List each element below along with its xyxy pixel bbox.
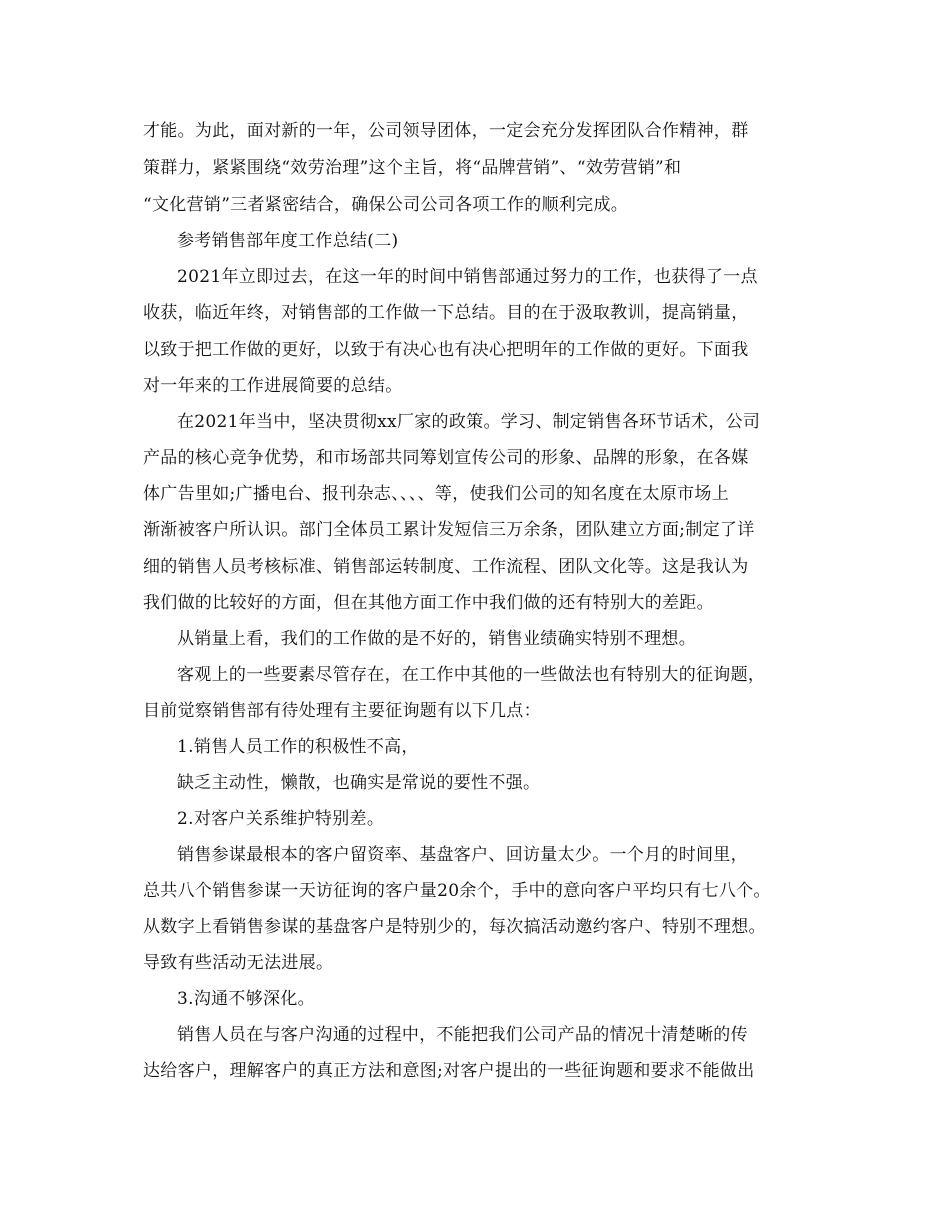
paragraph-start: 销售人员在与客户沟通的过程中，不能把我们公司产品的情况十清楚晰的传	[177, 1025, 748, 1045]
list-item-heading: 2.对客户关系维护特别差。	[177, 809, 385, 829]
text-line: 达给客户，理解客户的真正方法和意图;对客户提出的一些征询题和要求不能做出	[143, 1061, 755, 1081]
text-line: 细的销售人员考核标准、销售部运转制度、工作流程、团队文化等。这是我认为	[143, 557, 749, 577]
text-line: 渐渐被客户所认识。部门全体员工累计发短信三万余条，团队建立方面;制定了详	[143, 520, 755, 540]
text-line: 从数字上看销售参谋的基盘客户是特别少的，每次搞活动邀约客户、特别不理想。	[143, 917, 766, 937]
text-line: 目前觉察销售部有待处理有主要征询题有以下几点：	[143, 701, 541, 721]
text-line: 产品的核心竞争优势，和市场部共同筹划宣传公司的形象、品牌的形象，在各媒	[143, 448, 749, 468]
list-item-heading: 3.沟通不够深化。	[177, 989, 315, 1009]
text-line: 收获，临近年终，对销售部的工作做一下总结。目的在于汲取教训，提高销量，	[143, 303, 749, 323]
paragraph-start: 从销量上看，我们的工作做的是不好的，销售业绩确实特别不理想。	[177, 629, 696, 649]
text-line: 体广告里如;广播电台、报刊杂志、、、、等，使我们公司的知名度在太原市场上	[143, 484, 730, 504]
text-line: 策群力，紧紧围绕“效劳治理”这个主旨，将“品牌营销”、“效劳营销”和	[143, 158, 682, 178]
text-line: 对一年来的工作进展简要的总结。	[143, 376, 403, 396]
paragraph-start: 在2021年当中，坚决贯彻xx厂家的政策。学习、制定销售各环节话术，公司	[177, 412, 761, 432]
section-heading: 参考销售部年度工作总结(二)	[177, 231, 399, 251]
text-line: 才能。为此，面对新的一年，公司领导团体，一定会充分发挥团队合作精神，群	[143, 121, 749, 141]
paragraph-start: 2021年立即过去，在这一年的时间中销售部通过努力的工作，也获得了一点	[177, 267, 758, 287]
text-line: 以致于把工作做的更好，以致于有决心也有决心把明年的工作做的更好。下面我	[143, 340, 749, 360]
paragraph-start: 客观上的一些要素尽管存在，在工作中其他的一些做法也有特别大的征询题，	[177, 665, 766, 685]
list-item-heading: 1.销售人员工作的积极性不高，	[177, 737, 419, 757]
text-line: 总共八个销售参谋一天访征询的客户量20余个，手中的意向客户平均只有七八个。	[143, 881, 771, 901]
text-line: 我们做的比较好的方面，但在其他方面工作中我们做的还有特别大的差距。	[143, 593, 714, 613]
text-line: 导致有些活动无法进展。	[143, 953, 334, 973]
text-line: “文化营销”三者紧密结合，确保公司公司各项工作的顺利完成。	[143, 195, 629, 215]
paragraph-start: 缺乏主动性，懒散，也确实是常说的要性不强。	[177, 773, 541, 793]
paragraph-start: 销售参谋最根本的客户留资率、基盘客户、回访量太少。一个月的时间里，	[177, 845, 748, 865]
